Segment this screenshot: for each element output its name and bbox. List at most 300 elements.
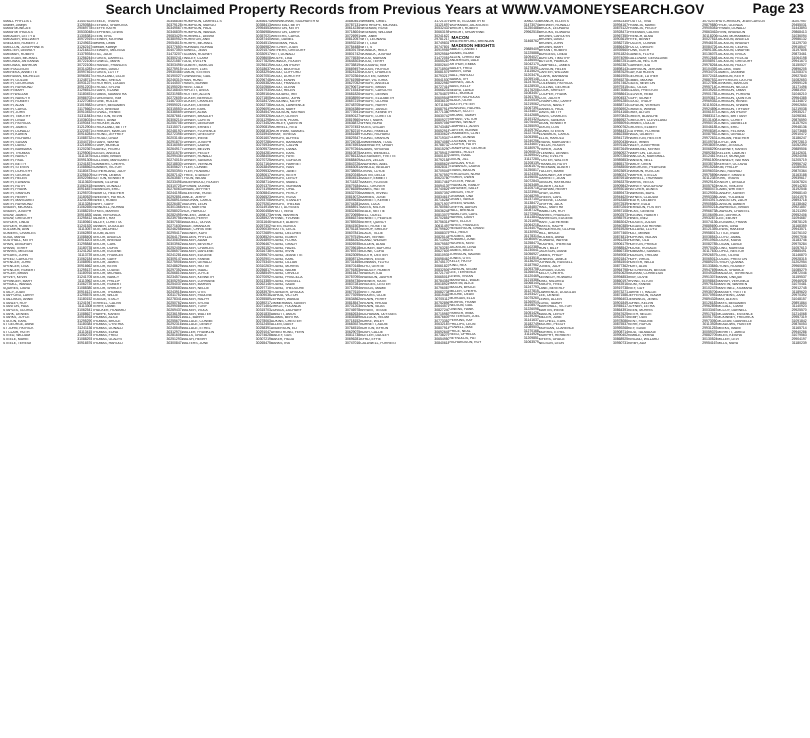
property-id: 30916830 xyxy=(77,212,93,217)
property-id: 29972631 xyxy=(702,136,718,140)
property-id: 31056927 xyxy=(523,252,539,257)
owner-name: JOHNSON, SHAWN xyxy=(717,104,749,108)
owner-name: SOUTHALL, KEITH xyxy=(3,239,33,243)
property-id: 30634862 xyxy=(345,296,361,301)
property-id: 29896205 xyxy=(791,66,807,71)
property-id: 30707453 xyxy=(345,125,361,130)
owner-name: SPENCER, LISA xyxy=(3,264,29,268)
property-id: 30303962 xyxy=(166,242,182,247)
property-id: 30812057 xyxy=(345,37,361,42)
property-id: 30104359 xyxy=(702,66,718,71)
owner-name: SUGGS, ANGELA xyxy=(92,151,120,155)
property-id: 30290819 xyxy=(255,125,271,130)
property-id: 31087126 xyxy=(523,208,539,213)
owner-name: GILL, OLGA xyxy=(628,85,647,89)
owner-name: HUNTER, WILLA xyxy=(628,261,655,265)
property-id: 31184807 xyxy=(523,204,539,209)
property-id: 30084726 xyxy=(702,44,718,49)
owner-name: HAMILTON, CARL xyxy=(449,212,478,216)
property-id: 30049328 xyxy=(702,271,718,276)
owner-name: STEFFE KATHI xyxy=(92,27,116,31)
owner-name: LEWIS, GINA xyxy=(717,224,739,228)
property-id: 30068290 xyxy=(702,146,718,151)
property-id: 30986117 xyxy=(613,304,629,309)
property-id: 31234817 xyxy=(523,109,539,114)
owner-name: ADAMS, VIRGINIA xyxy=(360,147,390,151)
property-id: 30655287 xyxy=(434,59,450,64)
owner-name: BANKS, IRA xyxy=(270,341,290,345)
owner-name: YOUNG, SADIE xyxy=(270,283,296,287)
property-id: 30681576 xyxy=(434,70,450,75)
listing-columns xyxy=(3,20,807,736)
property-id: 30284547 xyxy=(255,110,271,115)
property-id: 31048157 xyxy=(791,296,807,301)
owner-name: YOUNG, NAOMI xyxy=(270,268,297,272)
property-id: 30272689 xyxy=(255,231,271,236)
owner-name: HART, ELLIOT xyxy=(449,220,472,224)
property-id: 30766359 xyxy=(345,187,361,192)
owner-name: LOPEZ, NESTOR xyxy=(717,250,745,254)
property-id: 30902573 xyxy=(612,212,629,217)
property-id: 29939617 xyxy=(791,176,807,181)
owner-name: STEFANO, SHARON A xyxy=(92,23,128,27)
owner-name: HOWARD, JUNE xyxy=(449,238,476,242)
owner-name: LAMB, WHITNEY xyxy=(717,188,745,192)
owner-name: BRYANT, ROBERT xyxy=(538,49,568,53)
owner-name: TUCKER, EARL xyxy=(181,107,207,111)
property-id: 30705618 xyxy=(345,245,361,250)
property-id: 29934701 xyxy=(702,70,718,75)
owner-name: BOWEN, ESSIE xyxy=(360,257,385,261)
property-id: 30290035 xyxy=(255,227,271,232)
property-id: 30665018 xyxy=(434,274,450,279)
owner-name: LARSON, AMBER xyxy=(717,202,746,206)
property-id: 31175662 xyxy=(77,106,93,111)
property-id: 30984431 xyxy=(612,128,629,133)
owner-name: KING, MILDRED xyxy=(538,279,565,283)
owner-name: MCLEAN, GABRIELLE xyxy=(717,319,753,323)
owner-name: STARKS, JOYCE xyxy=(3,316,30,320)
owner-name: JACKSON, DWAYNE xyxy=(717,49,750,53)
owner-name: SMITH, PATRICIA xyxy=(3,122,31,126)
property-id: 30698462 xyxy=(434,256,450,261)
owner-name: TAYLOR, EUGENE xyxy=(92,250,122,254)
owner-name: KNIGHT, FRED xyxy=(538,283,563,287)
owner-name: NELSON, LEON xyxy=(538,341,564,345)
owner-name: HUGHES, KENT xyxy=(449,242,475,246)
owner-name: HARRIS, DAISY xyxy=(449,216,475,220)
property-id: 31113739 xyxy=(77,253,93,257)
property-id: 30306214 xyxy=(166,117,182,122)
owner-name: MCKINNEY, FREDRICK xyxy=(717,316,755,320)
owner-name: MARSH, VERONICA xyxy=(717,279,750,283)
property-id: 31240256 xyxy=(523,138,539,143)
property-id: 29954167 xyxy=(702,340,718,345)
property-id: 30307084 xyxy=(166,220,182,225)
property-id: 30865170 xyxy=(612,161,629,166)
owner-name: ADAMS, BERTHA xyxy=(270,316,299,320)
owner-name: BROWN, RHODA xyxy=(360,301,388,305)
property-id: 29868413 xyxy=(791,29,807,34)
property-id: 31062418 xyxy=(77,183,93,188)
property-id: 31142631 xyxy=(791,150,807,155)
owner-name: WADE, CHRISTINE xyxy=(181,228,212,232)
property-record xyxy=(628,342,717,346)
listing-column xyxy=(360,20,449,736)
property-id: 31244079 xyxy=(523,226,539,231)
owner-name: TURNER, DEBORAH xyxy=(181,122,215,126)
property-id: 30283978 xyxy=(255,289,271,294)
property-id: 30065012 xyxy=(702,256,718,261)
owner-name: SULLIVAN, MARGARET xyxy=(92,158,130,162)
property-id: 30815072 xyxy=(345,194,361,199)
owner-name: WYNNE, YVONNE xyxy=(270,217,300,221)
property-id: 30682738 xyxy=(434,289,450,294)
property-id: 31473207 xyxy=(166,51,182,56)
listing-column xyxy=(449,20,538,736)
owner-name: WALDEN, PHYLLIS xyxy=(181,235,212,239)
property-id: 29932871 xyxy=(702,216,718,221)
property-id: 31295576 xyxy=(77,293,93,298)
property-id: 29953386 xyxy=(702,194,718,199)
owner-name: BOOTH, PETER xyxy=(449,103,475,107)
owner-name: GAINES, FLOYD xyxy=(628,52,655,56)
property-id: 30744281 xyxy=(345,201,361,206)
owner-name: SPRINGER, MARY xyxy=(3,279,33,283)
owner-name: REYNOLDS, PAT xyxy=(449,337,477,341)
owner-name: DUNCAN, KYLE xyxy=(449,161,475,165)
owner-name: MARTIN, IRENE xyxy=(538,308,564,312)
owner-name: ARNOLD, BEULAH xyxy=(360,166,390,170)
property-id: 30314915 xyxy=(255,205,271,210)
owner-name: ST JOHN, PATRICK xyxy=(3,327,34,331)
owner-name: TERRY, DIANE xyxy=(92,305,116,309)
property-id: 29870364 xyxy=(791,168,807,173)
owner-name: HOLLAND, LLOYD xyxy=(628,228,658,232)
property-id: 30949081 xyxy=(612,253,629,257)
owner-name: JONES, ANTHONY xyxy=(717,111,747,115)
property-id: 31171496 xyxy=(791,84,807,89)
property-id: 29954553 xyxy=(255,26,271,31)
owner-name: BURGESS, LINDA xyxy=(538,52,568,56)
owner-name: BOOKER, BUFORD xyxy=(360,246,391,250)
owner-name: WOOD, HELEN xyxy=(270,89,296,93)
owner-name: HALL, BRENDA xyxy=(449,209,474,213)
property-id: 31067391 xyxy=(523,105,539,110)
property-id: 30310263 xyxy=(255,263,271,268)
owner-name: ISLAM, MOHAMMED xyxy=(717,34,750,38)
property-id: 30254281 xyxy=(255,150,271,155)
owner-name: BURKE, WILEY xyxy=(360,319,385,323)
owner-name: WORRELL, RITA xyxy=(270,126,298,130)
owner-name: SMALL PHYLLIS L xyxy=(3,20,32,23)
owner-name: BROWN, JOHN xyxy=(538,41,563,45)
owner-name: ADAMS, BLAKE xyxy=(449,51,475,55)
property-id: 30379128 xyxy=(166,22,182,27)
owner-name: ABBOTT, AMOS xyxy=(270,312,296,316)
property-id: 31468762 xyxy=(523,38,539,43)
property-id: 30976182 xyxy=(612,143,629,148)
property-id: 30265382 xyxy=(255,81,271,86)
property-id: 30740826 xyxy=(434,187,450,192)
owner-name: WOMACK, ROGER xyxy=(270,60,301,64)
owner-name: ZIMMERMAN, XAVIER xyxy=(270,301,306,305)
property-id: 30234574 xyxy=(166,274,182,279)
owner-name: BROWN, DAVID xyxy=(538,38,564,42)
property-id: 31138472 xyxy=(523,200,539,205)
city-heading: MACON xyxy=(451,34,469,40)
property-id: 30216840 xyxy=(166,88,182,93)
owner-name: WALKER, RALPH xyxy=(181,297,209,301)
property-id: 30676609 xyxy=(434,315,450,320)
property-id: 29907936 xyxy=(791,234,807,239)
owner-name: TURNER, LAURA xyxy=(181,144,209,148)
owner-name: JENNINGS, JEWEL xyxy=(628,297,659,301)
owner-name: ZIMMERMAN, TODD xyxy=(360,140,393,144)
property-id: 30266523 xyxy=(255,194,271,199)
property-id: 30033467 xyxy=(702,307,718,312)
property-id: 30696281 xyxy=(345,337,361,342)
owner-name: COOK, SHIRLEY xyxy=(538,89,566,93)
owner-name: HOLT, MINNIE xyxy=(628,232,651,236)
owner-name: UNDERWOOD, ROGER xyxy=(181,180,219,184)
owner-name: LUCAS, PRESTON xyxy=(717,257,747,261)
owner-name: GARRISON, JEROME xyxy=(628,67,663,71)
owner-name: GRIMES, DOLLIE xyxy=(628,122,656,126)
owner-name: FERGUSON, NORA xyxy=(449,172,481,176)
owner-name: BROWN, MARY xyxy=(538,45,564,49)
property-id: 30316055 xyxy=(166,143,182,148)
owner-name: YOUNG, ELMER xyxy=(270,235,297,239)
owner-name: BISHOP, SHELBY xyxy=(360,228,388,232)
owner-name: TRIPLETT, ANITA xyxy=(181,89,209,93)
property-id: 29941673 xyxy=(791,59,807,64)
property-record xyxy=(449,341,538,345)
property-id: 30687914 xyxy=(434,106,450,111)
owner-name: MURPHY, HERBERT xyxy=(538,334,572,338)
property-id: 30735819 xyxy=(345,62,361,67)
property-id: 30918385 xyxy=(612,198,629,203)
owner-name: WYNN, WARREN xyxy=(270,213,299,217)
property-id: 30043917 xyxy=(702,198,718,203)
owner-name: STOWELL, MARK xyxy=(92,60,121,64)
owner-name: ATKINS, CLYDE xyxy=(360,169,386,173)
owner-name: LOGAN, LANCE xyxy=(717,243,743,247)
property-id: 30790671 xyxy=(345,84,361,89)
property-id: 30797519 xyxy=(345,234,361,239)
property-id: 29979181 xyxy=(702,282,718,287)
property-id: 31088562 xyxy=(77,165,93,170)
property-id: 29881937 xyxy=(791,88,807,93)
owner-name: LANGSTON, ZACH xyxy=(717,199,748,203)
property-id: 31091842 xyxy=(791,318,807,323)
property-id: 31088406 xyxy=(77,234,93,239)
owner-name: SPICER, BRIAN xyxy=(3,272,28,276)
owner-name: WRIGHT, THELMA xyxy=(270,202,300,206)
property-id: 30313385 xyxy=(255,278,271,283)
owner-name: GRANT, VANCE xyxy=(449,198,475,202)
owner-name: HART, CATHERINE xyxy=(538,221,569,225)
owner-name: WEATHERFORD, BRENDAN xyxy=(449,39,495,43)
owner-name: STILL, JULIE xyxy=(92,52,113,56)
owner-name: LOCKE, KIARA xyxy=(717,239,741,243)
owner-name: MARSHALL, WADE xyxy=(449,278,480,282)
owner-name: WOODARD, IRIS xyxy=(270,93,298,97)
property-id: 30817461 xyxy=(434,179,450,184)
property-id: 30648303 xyxy=(345,59,361,64)
owner-name: WISEMAN, ROSE xyxy=(360,27,388,31)
property-id: 30349567 xyxy=(166,26,182,31)
owner-name: WOODS, PATRICK xyxy=(360,67,390,71)
owner-name: JEFFERSON, ISAIAH xyxy=(628,294,662,298)
property-id: 30875537 xyxy=(612,322,629,327)
owner-name: SNOW, JAMES xyxy=(3,213,27,217)
owner-name: HALL, MARTHA xyxy=(538,206,564,210)
owner-name: KANE, JESSICA xyxy=(717,144,743,148)
property-id: 30685624 xyxy=(434,161,450,166)
owner-name: BURTON, BYRON xyxy=(360,327,389,331)
property-id: 31216950 xyxy=(77,143,93,148)
owner-name: SNIDER, JOSEPH xyxy=(3,210,32,214)
property-id: 30297286 xyxy=(255,139,271,144)
owner-name: GIBSON, TROY xyxy=(449,190,474,194)
property-id: 31189620 xyxy=(791,289,807,294)
owner-name: GREENE, LOUISE xyxy=(538,199,568,203)
property-id: 29968140 xyxy=(791,190,807,195)
property-id: 31115624 xyxy=(524,69,539,74)
owner-name: HANSEN, NELL xyxy=(628,158,653,162)
owner-name: GRIFFIN, JACK xyxy=(538,202,563,206)
owner-name: KING, RASHAD xyxy=(717,169,742,173)
property-id: 30952387 xyxy=(612,62,629,67)
owner-name: CLARK, DONNA xyxy=(449,136,475,140)
owner-name: MACK, SHANICE xyxy=(717,268,745,272)
property-id: 29915264 xyxy=(702,165,718,170)
property-id: 30767592 xyxy=(434,172,450,177)
owner-name: THOMAS, CYNTHIA xyxy=(92,323,124,327)
owner-name: COOPER, FRANK xyxy=(538,93,567,97)
owner-name: TURNER, SANDRA xyxy=(181,158,212,162)
owner-name: SPARKS, MELISSA xyxy=(3,250,34,254)
property-id: 30270725 xyxy=(255,157,271,162)
property-id: 30346839 xyxy=(166,29,182,34)
property-id: 30532433 xyxy=(434,26,450,31)
property-id: 30993016 xyxy=(612,187,629,192)
owner-name: GOOD, TRUDY xyxy=(628,100,652,104)
property-id: 29940286 xyxy=(791,329,807,334)
property-id: 29908349 xyxy=(702,128,718,133)
owner-name: SNIDER, MICHAEL xyxy=(3,206,33,210)
owner-name: SUTHERLAND, JUDY xyxy=(92,169,127,173)
property-id: 29883117 xyxy=(702,114,718,119)
owner-name: TOLBERT, MARCUS xyxy=(181,63,214,67)
property-id: 30796087 xyxy=(434,285,450,290)
property-id: 29972813 xyxy=(791,139,807,144)
owner-name: HILL, BRUCE xyxy=(538,232,560,236)
property-id: 29961509 xyxy=(702,157,718,162)
owner-name: DAVIS, BETTY xyxy=(538,111,562,115)
owner-name: TINSLEY, CLARA xyxy=(181,56,209,60)
property-id: 30813079 xyxy=(434,212,450,217)
property-id: 31044719 xyxy=(77,139,93,144)
property-id: 30272605 xyxy=(166,95,182,100)
property-id: 29880473 xyxy=(702,187,718,192)
property-id: 31113843 xyxy=(524,215,539,220)
property-id: 30038542 xyxy=(702,234,718,239)
property-id: 30784351 xyxy=(434,278,450,283)
owner-name: WALKER, LORRAINE xyxy=(181,279,216,283)
owner-name: THOMAS, HAROLD xyxy=(92,341,123,345)
owner-name: LAWRENCE, DOUGLAS xyxy=(538,290,577,294)
property-record xyxy=(271,342,360,346)
owner-name: BALL, GROVER xyxy=(360,184,386,188)
owner-name: HAGA, GILBERT xyxy=(628,133,655,137)
property-id: 31241705 xyxy=(77,274,93,279)
owner-name: STURDIVANT, KIM xyxy=(92,96,122,100)
owner-name: WRIGHT, STANLEY xyxy=(270,199,302,203)
owner-name: ZEHNER, WANDA xyxy=(270,297,300,301)
property-id: 30957108 xyxy=(612,209,629,214)
owner-name: BOWMAN, FLOYD xyxy=(360,261,390,265)
property-id: 30257930 xyxy=(255,88,271,93)
owner-name: WOODY, CHARLES xyxy=(360,71,391,75)
property-id: 30915926 xyxy=(612,227,629,232)
owner-name: THOMAS, ALICE xyxy=(92,316,119,320)
property-id: 30746978 xyxy=(345,307,361,312)
owner-name: ALLEN, ZELDA xyxy=(360,158,384,162)
property-id: 30658917 xyxy=(345,205,361,210)
property-id: 31120469 xyxy=(523,273,539,278)
property-id: 31197805 xyxy=(791,48,807,53)
property-id: 30754488 xyxy=(345,44,361,49)
property-id: 30819560 xyxy=(345,117,361,122)
property-id: 31241262 xyxy=(77,249,93,254)
owner-name: CARTER, BONNIE xyxy=(449,128,479,132)
owner-name: AUSTIN, DELLA xyxy=(360,173,386,177)
property-id: 31088380 xyxy=(77,285,93,290)
owner-name: STROUD, SYLVIA xyxy=(92,85,121,89)
owner-name: ABERNATHY, URIAH xyxy=(360,144,393,148)
owner-name: WALLER, FRANKLIN xyxy=(181,330,215,334)
owner-name: UPSHAW, DONNA xyxy=(181,184,211,188)
owner-name: HARGROVE, PEARLINE xyxy=(628,166,667,170)
owner-name: FISHER, JOAN xyxy=(538,147,563,151)
owner-name: WRIGHT, KENNETH xyxy=(360,111,392,115)
property-id: 29894328 xyxy=(702,296,718,301)
property-id: 30802647 xyxy=(434,62,450,67)
property-id: 30644571 xyxy=(434,304,450,309)
owner-name: ADKINS, CHESTER xyxy=(270,319,302,323)
owner-name: BUTLER, DUDLEY xyxy=(360,334,390,338)
property-id: 30115024 xyxy=(702,103,718,108)
property-id: 31203476 xyxy=(523,72,539,77)
owner-name: FOUTTZ, TINA xyxy=(628,20,651,23)
owner-name: HANCOCK, MARSHALL xyxy=(628,155,666,159)
owner-name: WALLACE, DEWEY xyxy=(181,323,212,327)
owner-name: SWIFT, GARY xyxy=(92,202,114,206)
property-id: 30780563 xyxy=(434,205,450,210)
property-id: 31721375 xyxy=(434,20,450,23)
owner-name: THOMPSON, WANDA xyxy=(181,30,216,34)
property-id: 29892843 xyxy=(702,150,718,155)
property-id: 30255589 xyxy=(255,296,271,301)
property-id: 30822983 xyxy=(434,81,450,86)
property-id: 30910452 xyxy=(77,110,93,115)
property-id: 30233496 xyxy=(166,179,182,184)
owner-name: HERNDON, FOSTER xyxy=(628,206,661,210)
owner-name: WRIGHT, JANICE xyxy=(360,107,388,111)
property-id: 30679184 xyxy=(345,183,361,188)
